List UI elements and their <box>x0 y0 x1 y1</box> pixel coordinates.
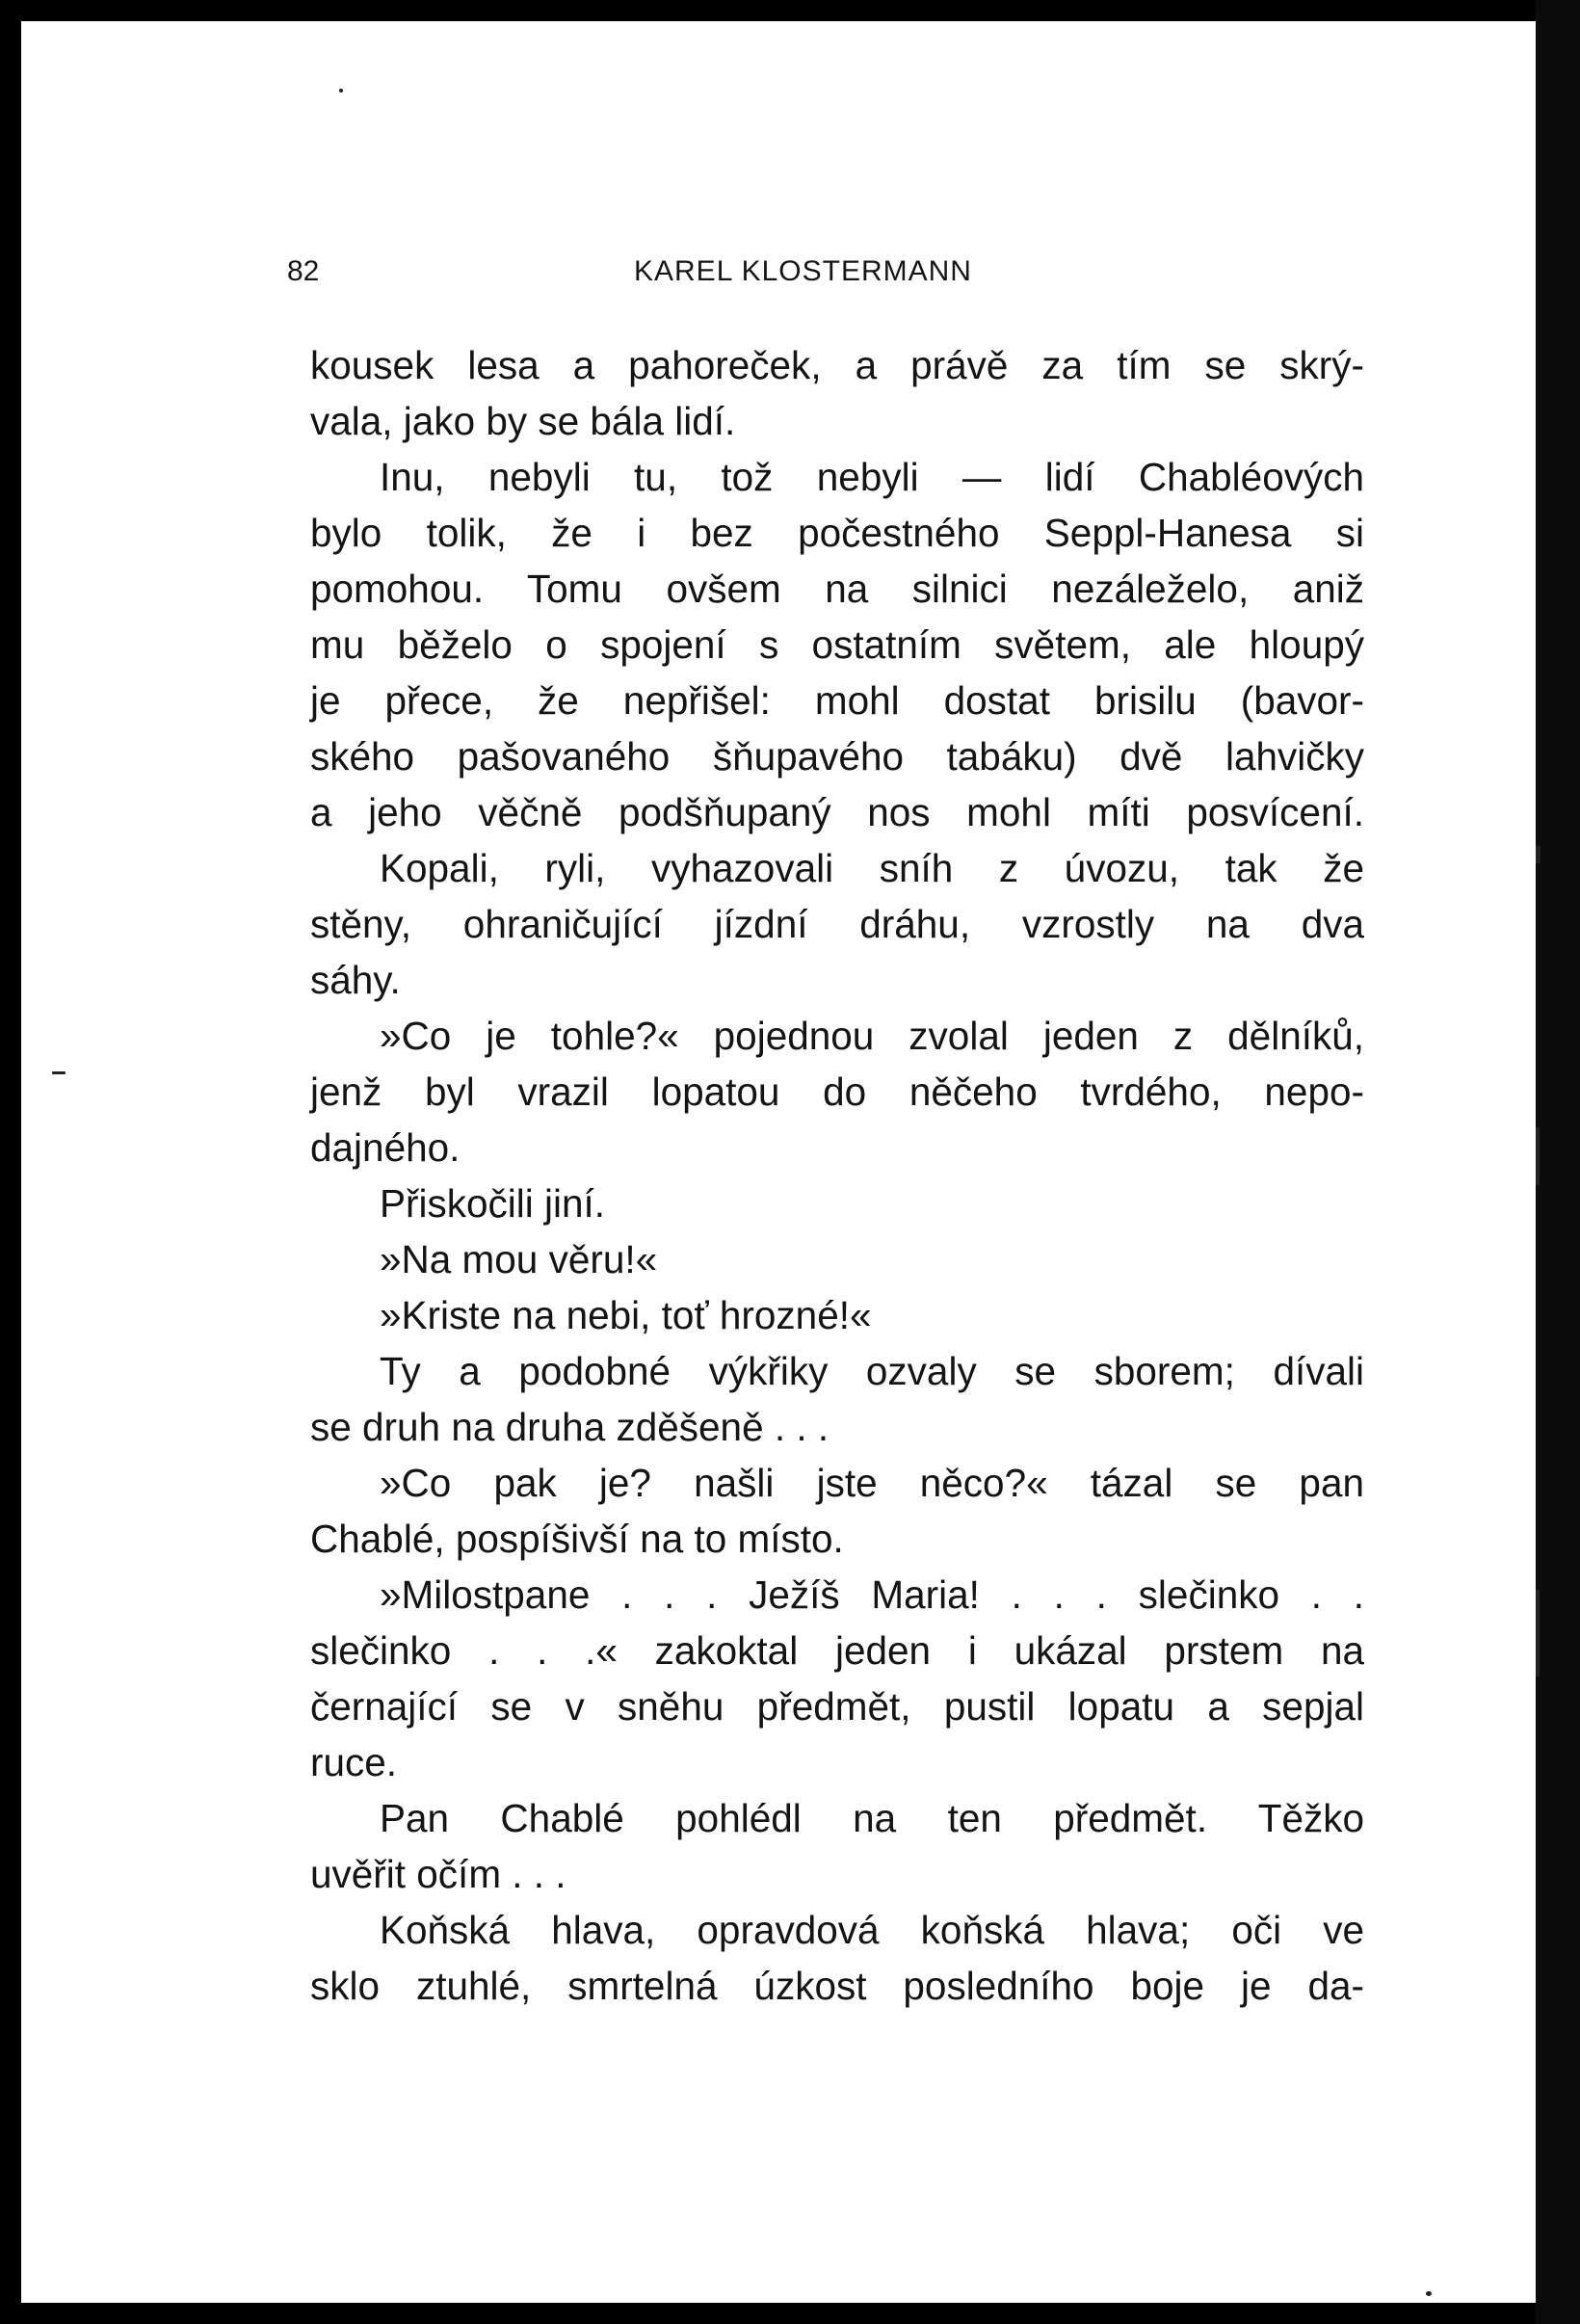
text-line: »Milostpane . . . Ježíš Maria! . . . slečinko . . <box>380 1572 1364 1617</box>
text-line: slečinko . . .« zakoktal jeden i ukázal prstem na <box>310 1628 1364 1673</box>
text-line: ského pašovaného šňupavého tabáku) dvě lahvičky <box>310 734 1364 779</box>
text-line: Koňská hlava, opravdová koňská hlava; oči ve <box>380 1908 1364 1952</box>
text-line: dajného. <box>310 1125 461 1170</box>
text-line: vala, jako by se bála lidí. <box>310 399 736 443</box>
text-line: Přiskočili jiní. <box>380 1181 606 1226</box>
text-line: sáhy. <box>310 958 401 1002</box>
scan-speck <box>1426 2291 1432 2296</box>
text-line: »Kriste na nebi, toť hrozné!« <box>380 1293 872 1337</box>
text-line: je přece, že nepřišel: mohl dostat brisilu (bavor- <box>310 678 1364 723</box>
text-line: »Co pak je? našli jste něco?« tázal se pan <box>380 1461 1364 1505</box>
page-number: 82 <box>287 255 320 287</box>
body-text <box>310 337 1364 2014</box>
scan-speck <box>1536 1127 1540 1185</box>
text-line: se druh na druha zděšeně . . . <box>310 1405 830 1449</box>
running-head: KAREL KLOSTERMANN <box>634 255 972 287</box>
text-line: mu běželo o spojení s ostatním světem, ale hloupý <box>310 622 1364 667</box>
scan-speck <box>52 1071 66 1074</box>
text-line: stěny, ohraničující jízdní dráhu, vzrostly na dva <box>310 902 1364 946</box>
text-line: a jeho věčně podšňupaný nos mohl míti posvícení. <box>310 790 1364 834</box>
text-line: »Co je tohle?« pojednou zvolal jeden z dělníků, <box>380 1014 1364 1058</box>
text-line: Inu, nebyli tu, tož nebyli — lidí Chabléových <box>380 455 1364 499</box>
text-line: »Na mou věru!« <box>380 1237 658 1281</box>
text-line: ruce. <box>310 1740 398 1784</box>
text-line: pomohou. Tomu ovšem na silnici nezáleželo, aniž <box>310 567 1364 611</box>
scan-edge <box>1536 0 1580 2324</box>
page-header <box>287 252 1039 291</box>
text-line: jenž byl vrazil lopatou do něčeho tvrdého, nepo- <box>310 1070 1364 1114</box>
scan-speck <box>339 89 343 92</box>
text-line: Chablé, pospíšivší na to místo. <box>310 1517 844 1561</box>
text-line: sklo ztuhlé, smrtelná úzkost posledního boje je da- <box>310 1964 1364 2008</box>
text-line: Kopali, ryli, vyhazovali sníh z úvozu, tak že <box>380 846 1364 890</box>
text-line: uvěřit očím . . . <box>310 1852 566 1896</box>
scan-speck <box>1536 1590 1540 1677</box>
text-line: Ty a podobné výkřiky ozvaly se sborem; dívali <box>380 1349 1364 1393</box>
text-line: černající se v sněhu předmět, pustil lopatu a sepjal <box>310 1684 1364 1729</box>
text-line: bylo tolik, že i bez počestného Seppl-Hanesa si <box>310 511 1364 555</box>
text-line: Pan Chablé pohlédl na ten předmět. Těžko <box>380 1796 1364 1840</box>
scan-speck <box>1536 846 1540 863</box>
text-line: kousek lesa a pahoreček, a právě za tím se skrý- <box>310 343 1364 387</box>
